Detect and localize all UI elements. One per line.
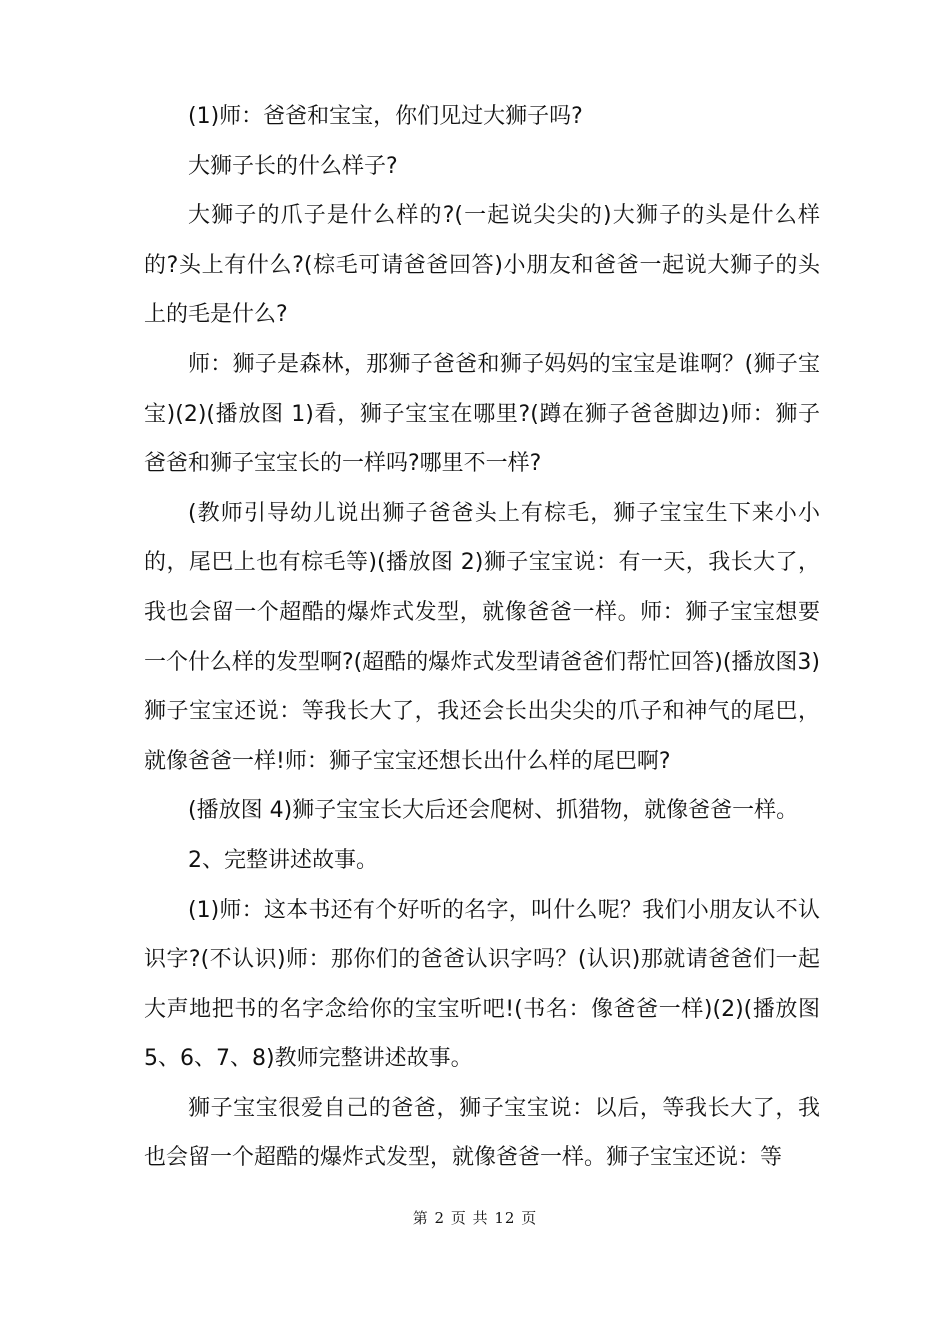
paragraph-6: (播放图 4)狮子宝宝长大后还会爬树、抓猎物，就像爸爸一样。 xyxy=(188,798,799,824)
page-number-footer: 第 2 页 共 12 页 xyxy=(412,1209,538,1227)
paragraph-4: 师：狮子是森林，那狮子爸爸和狮子妈妈的宝宝是谁啊？(狮子宝宝)(2)(播放图 1)看，狮子宝宝在哪里?(蹲在狮子爸爸脚边)师：狮子爸爸和狮子宝宝长的一样吗?哪里不一样? xyxy=(144,351,820,477)
paragraph-7: 2、完整讲述故事。 xyxy=(188,847,378,873)
paragraph-9: 狮子宝宝很爱自己的爸爸，狮子宝宝说：以后，等我长大了，我也会留一个超酷的爆炸式发型，就像爸爸一样。狮子宝宝还说：等 xyxy=(144,1095,820,1171)
paragraph-3: 大狮子的爪子是什么样的?(一起说尖尖的)大狮子的头是什么样的?头上有什么?(棕毛可请爸爸回答)小朋友和爸爸一起说大狮子的头上的毛是什么? xyxy=(144,203,820,328)
document-body xyxy=(144,92,820,1183)
paragraph-2: 大狮子长的什么样子? xyxy=(188,153,398,179)
paragraph-8: (1)师：这本书还有个好听的名字，叫什么呢？我们小朋友认不认识字?(不认识)师：那你们的爸爸认识字吗？(认识)那就请爸爸们一起大声地把书的名字念给你的宝宝听吧!(书名：像爸爸一样)(2)(播放图 5、6、7、8)教师完整讲述故事。 xyxy=(144,897,820,1072)
paragraph-1: (1)师：爸爸和宝宝，你们见过大狮子吗? xyxy=(188,104,583,129)
paragraph-5: (教师引导幼儿说出狮子爸爸头上有棕毛，狮子宝宝生下来小小的，尾巴上也有棕毛等)(播放图 2)狮子宝宝说：有一天，我长大了，我也会留一个超酷的爆炸式发型，就像爸爸一样。师：狮子宝宝想要一个什么样的发型啊?(超酷的爆炸式发型请爸爸们帮忙回答)(播放图3)狮子宝宝还说：等我长大了，我还会长出尖尖的爪子和神气的尾巴，就像爸爸一样!师：狮子宝宝还想长出什么样的尾巴啊? xyxy=(144,500,821,774)
